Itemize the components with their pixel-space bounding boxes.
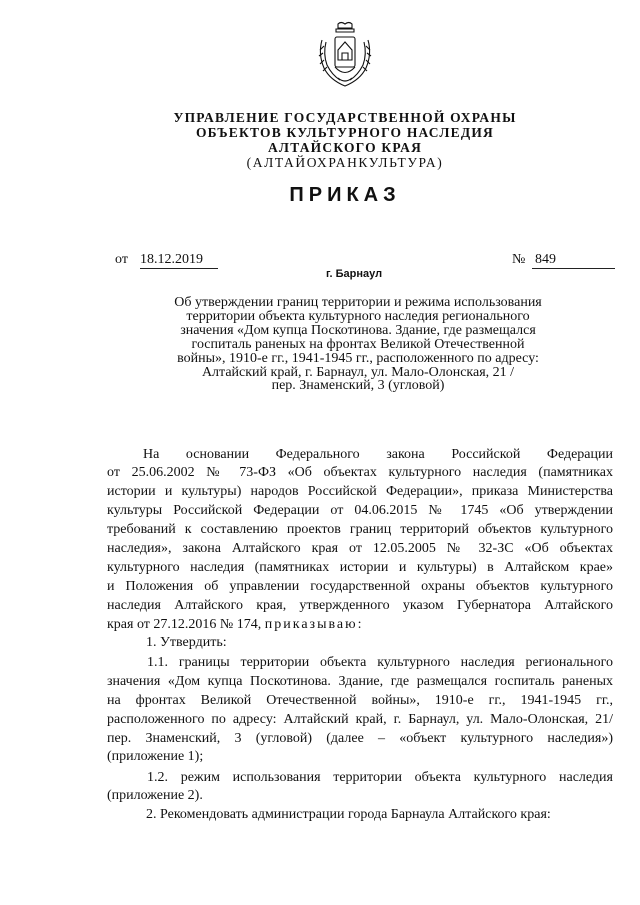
body-line: наследия Алтайского края, утвержденного указом Губернатора Алтайского — [107, 598, 613, 613]
body-line: и Положения об управлении государственной охраны объектов культурного — [107, 579, 613, 594]
item-1-1-line: пер. Знаменский, 3 (угловой) (далее – «объект культурного наследия») — [107, 731, 613, 746]
body-text: края от 27.12.2016 № 174, — [107, 617, 265, 632]
item-1-1-line: (приложение 1); — [107, 749, 204, 764]
body-line: наследия», закона Алтайского края от 12.05.2005 № 32-ЗС «Об объектах — [107, 541, 613, 556]
item-2: 2. Рекомендовать администрации города Барнаула Алтайского края: — [146, 807, 551, 822]
agency-name-line-3: АЛТАЙСКОГО КРАЯ — [267, 140, 423, 155]
subject-line: Алтайский край, г. Барнаул, ул. Мало-Олонская, 21 / — [201, 364, 515, 380]
body-line: На основании Федерального закона Российской Федерации — [143, 447, 613, 462]
subject-line: пер. Знаменский, 3 (угловой) — [271, 378, 445, 394]
subject-line: госпиталь раненых на фронтах Великой Отечественной — [191, 336, 525, 352]
order-number: 849 — [532, 252, 615, 269]
coat-of-arms-emblem — [316, 20, 374, 90]
order-subject — [150, 296, 566, 393]
date-prefix: от — [115, 252, 128, 267]
subject-line: Об утверждении границ территории и режима использования — [174, 295, 542, 310]
subject-line: территории объекта культурного наследия регионального — [186, 308, 530, 324]
body-line — [107, 616, 613, 634]
agency-short-name: (АЛТАЙОХРАНКУЛЬТУРА) — [246, 155, 444, 170]
subject-line: войны», 1910-е гг., 1941-1945 гг., расположенного по адресу: — [177, 350, 539, 366]
number-prefix: № — [512, 252, 526, 267]
item-1-2-line: (приложение 2). — [107, 788, 203, 803]
subject-line: значения «Дом купца Поскотинова. Здание, где размещался — [180, 322, 536, 338]
body-line: требований к составлению проектов границ территорий объектов культурного — [107, 522, 613, 537]
body-emphasis: приказываю: — [264, 617, 364, 632]
item-1-1-line: значения «Дом купца Поскотинова. Здание, где размещался госпиталь раненых — [107, 674, 613, 689]
item-1-2-line: 1.2. режим использования территории объекта культурного наследия — [147, 770, 613, 785]
agency-name-line-1: УПРАВЛЕНИЕ ГОСУДАРСТВЕННОЙ ОХРАНЫ — [173, 110, 517, 125]
item-1-1-line: на фронтах Великой Отечественной войны», 1910-е гг., 1941-1945 гг., — [107, 693, 613, 708]
body-line: культуры Российской Федерации от 04.06.2015 № 1745 «Об утверждении — [107, 503, 613, 518]
city-label: г. Барнаул — [326, 268, 383, 280]
order-date: 18.12.2019 — [140, 252, 218, 269]
agency-name-line-2: ОБЪЕКТОВ КУЛЬТУРНОГО НАСЛЕДИЯ — [195, 125, 495, 140]
document-type-title: ПРИКАЗ — [289, 184, 401, 206]
item-1-1-line: расположенного по адресу: Алтайский край, г. Барнаул, ул. Мало-Олонская, 21/ — [107, 712, 613, 727]
item-1: 1. Утвердить: — [146, 635, 227, 650]
body-line: истории и культуры) народов Российской Федерации», приказа Министерства — [107, 484, 613, 499]
body-line: от 25.06.2002 № 73-ФЗ «Об объектах культурного наследия (памятниках — [107, 465, 613, 480]
body-line: культурного наследия (памятниках истории и культуры) в Алтайском крае» — [107, 560, 613, 575]
item-1-1-line: 1.1. границы территории объекта культурного наследия регионального — [147, 655, 613, 670]
